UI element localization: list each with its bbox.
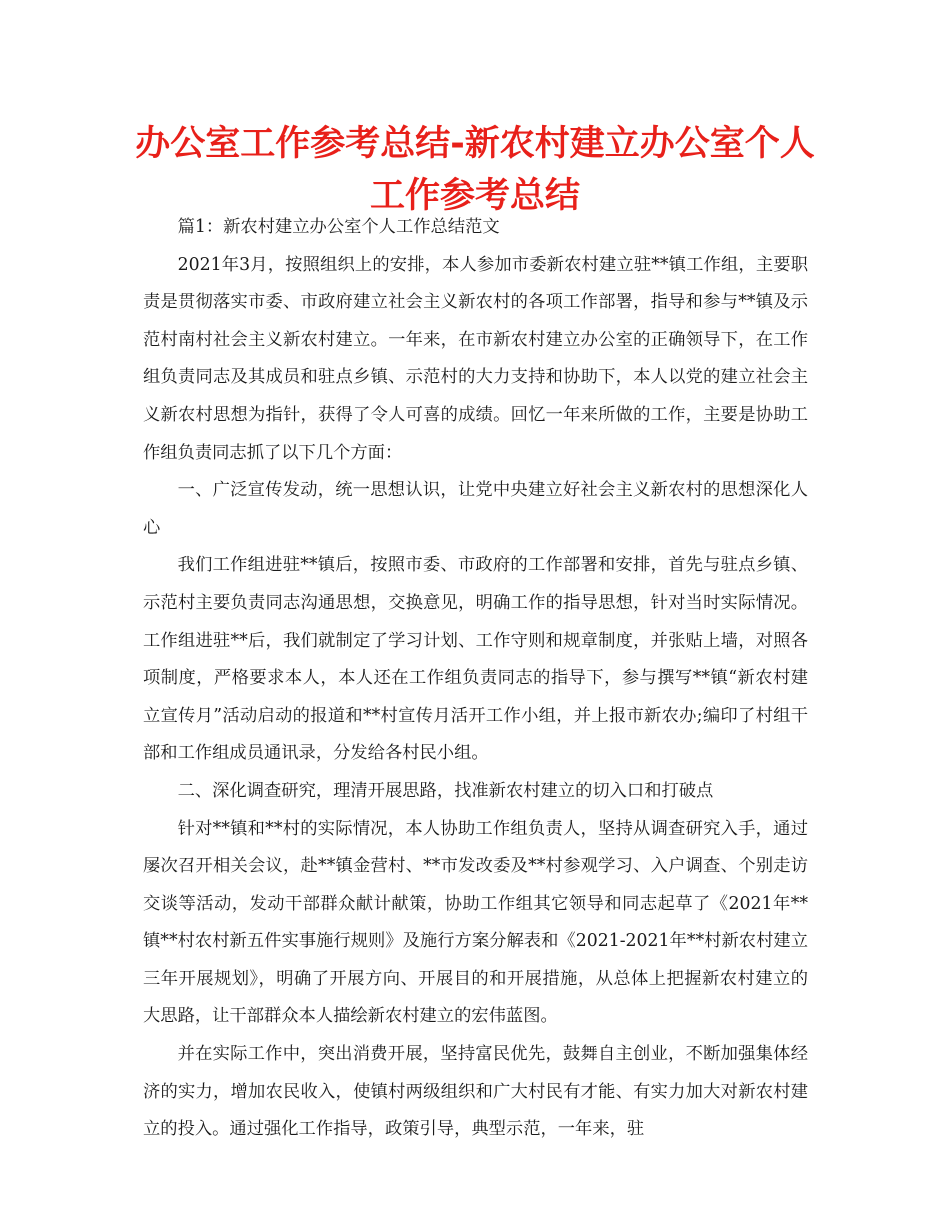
paragraph: 我们工作组进驻**镇后，按照市委、市政府的工作部署和安排，首先与驻点乡镇、示范村主要负责同志沟通思想，交换意见，明确工作的指导思想，针对当时实际情况。工作组进驻**后，我们就制定了学习计划、工作守则和规章制度，并张贴上墙，对照各项制度，严格要求本人，本人还在工作组负责同志的指导下，参与撰写**镇“新农村建立宣传月”活动启动的报道和**村宣传月活开工作小组，并上报市新农办;编印了村组干部和工作组成员通讯录，分发给各村民小组。 <box>143 555 808 764</box>
section-heading-1: 一、广泛宣传发动，统一思想认识，让党中央建立好社会主义新农村的思想深化人心 <box>143 480 808 538</box>
section-heading-2: 二、深化调查研究，理清开展思路，找准新农村建立的切入口和打破点 <box>177 780 714 801</box>
document-body <box>143 209 808 1149</box>
paragraph-heading: 篇1：新农村建立办公室个人工作总结范文 <box>177 217 500 237</box>
paragraph: 2021年3月，按照组织上的安排，本人参加市委新农村建立驻**镇工作组，主要职责是贯彻落实市委、市政府建立社会主义新农村的各项工作部署，指导和参与**镇及示范村南村社会主义新农村建立。一年来，在市新农村建立办公室的正确领导下，在工作组负责同志及其成员和驻点乡镇、示范村的大力支持和协助下，本人以党的建立社会主义新农村思想为指针，获得了令人可喜的成绩。回忆一年来所做的工作，主要是协助工作组负责同志抓了以下几个方面： <box>143 254 808 463</box>
paragraph: 并在实际工作中，突出消费开展，坚持富民优先，鼓舞自主创业，不断加强集体经济的实力，增加农民收入，使镇村两级组织和广大村民有才能、有实力加大对新农村建立的投入。通过强化工作指导，政策引导，典型示范，一年来，驻 <box>143 1044 808 1140</box>
document-title: 办公室工作参考总结-新农村建立办公室个人工作参考总结 <box>135 124 815 216</box>
paragraph: 针对**镇和**村的实际情况，本人协助工作组负责人，坚持从调查研究入手，通过屡次召开相关会议，赴**镇金营村、**市发改委及**村参观学习、入户调查、个别走访交谈等活动，发动干部群众献计献策，协助工作组其它领导和同志起草了《2021年**镇**村农村新五件实事施行规则》及施行方案分解表和《2021-2021年**村新农村建立三年开展规划》，明确了开展方向、开展目的和开展措施，从总体上把握新农村建立的大思路，让干部群众本人描绘新农村建立的宏伟蓝图。 <box>143 818 808 1027</box>
